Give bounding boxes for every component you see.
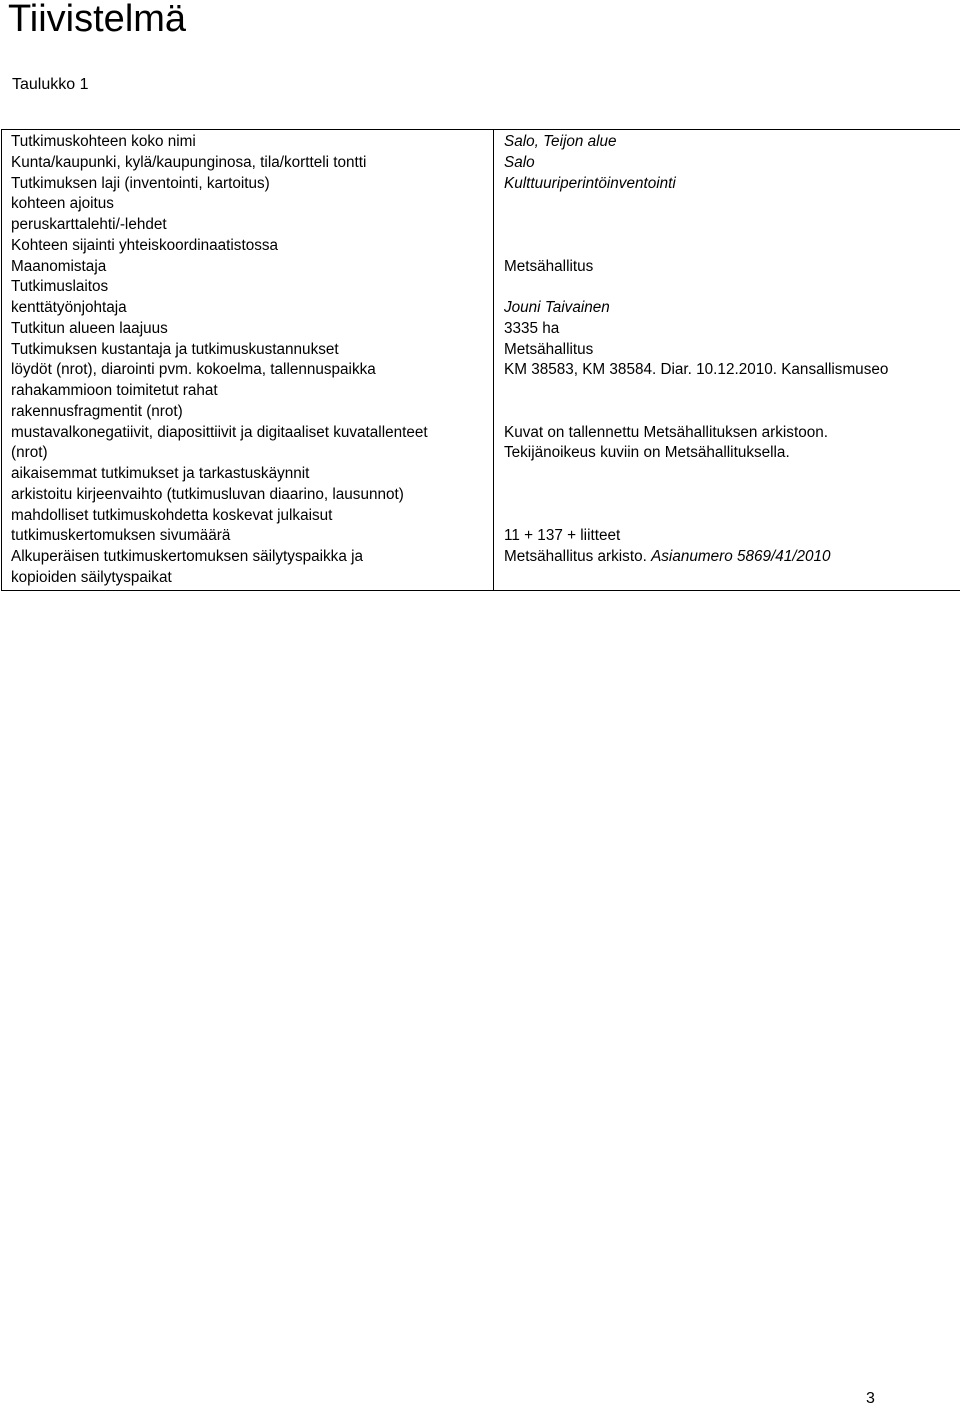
table-row bbox=[2, 547, 960, 568]
table-row bbox=[2, 130, 960, 153]
row-value bbox=[494, 381, 960, 402]
row-label: arkistoitu kirjeenvaihto (tutkimusluvan diaarino, lausunnot) bbox=[2, 485, 494, 506]
table-row bbox=[2, 402, 960, 423]
row-value bbox=[494, 194, 960, 215]
row-value bbox=[494, 257, 960, 278]
summary-table bbox=[1, 129, 960, 591]
row-label: (nrot) bbox=[2, 443, 494, 464]
table-row bbox=[2, 236, 960, 257]
row-value-text: Salo, Teijon alue bbox=[504, 133, 617, 150]
row-value bbox=[494, 153, 960, 174]
row-value-text: Kuvat on tallennettu Metsähallituksen arkistoon. bbox=[504, 423, 828, 441]
row-value bbox=[494, 236, 960, 257]
row-label: Kunta/kaupunki, kylä/kaupunginosa, tila/kortteli tontti bbox=[2, 153, 494, 174]
row-label: Tutkimuslaitos bbox=[2, 277, 494, 298]
table-row bbox=[2, 381, 960, 402]
row-label: Kohteen sijainti yhteiskoordinaatistossa bbox=[2, 236, 494, 257]
row-value-text: KM 38583, KM 38584. Diar. 10.12.2010. Kansallismuseo bbox=[504, 361, 889, 379]
row-value bbox=[494, 464, 960, 485]
table-row bbox=[2, 526, 960, 547]
row-value-text: 3335 ha bbox=[504, 319, 560, 337]
row-label: Tutkimuskohteen koko nimi bbox=[2, 130, 494, 153]
row-label: kenttätyönjohtaja bbox=[2, 298, 494, 319]
row-value bbox=[494, 277, 960, 298]
row-value-text: Kulttuuriperintöinventointi bbox=[504, 174, 676, 192]
row-value-text: Jouni Taivainen bbox=[504, 299, 610, 316]
row-value-text: Salo bbox=[504, 153, 535, 171]
table-row bbox=[2, 423, 960, 444]
table-row bbox=[2, 568, 960, 590]
summary-table-body bbox=[2, 130, 960, 591]
row-label: mahdolliset tutkimuskohdetta koskevat julkaisut bbox=[2, 506, 494, 527]
table-row bbox=[2, 319, 960, 340]
row-label: Maanomistaja bbox=[2, 257, 494, 278]
row-value bbox=[494, 423, 960, 444]
row-label: löydöt (nrot), diarointi pvm. kokoelma, tallennuspaikka bbox=[2, 360, 494, 381]
table-row bbox=[2, 506, 960, 527]
row-value bbox=[494, 443, 960, 464]
table-row bbox=[2, 174, 960, 195]
row-label: tutkimuskertomuksen sivumäärä bbox=[2, 526, 494, 547]
row-value bbox=[494, 298, 960, 319]
table-row bbox=[2, 257, 960, 278]
row-value bbox=[494, 506, 960, 527]
page-title: Tiivistelmä bbox=[8, 0, 187, 40]
table-row bbox=[2, 464, 960, 485]
table-row bbox=[2, 443, 960, 464]
row-label: Tutkimuksen laji (inventointi, kartoitus) bbox=[2, 174, 494, 195]
row-value-text: Metsähallitus arkisto. bbox=[504, 548, 652, 565]
row-value bbox=[494, 568, 960, 590]
row-value-text: Metsähallitus bbox=[504, 257, 594, 275]
row-label: kohteen ajoitus bbox=[2, 194, 494, 215]
row-value bbox=[494, 340, 960, 361]
row-label: rakennusfragmentit (nrot) bbox=[2, 402, 494, 423]
table-caption: Taulukko 1 bbox=[12, 76, 89, 93]
row-value bbox=[494, 319, 960, 340]
table-row bbox=[2, 215, 960, 236]
row-value bbox=[494, 215, 960, 236]
row-label: Tutkimuksen kustantaja ja tutkimuskustannukset bbox=[2, 340, 494, 361]
row-value bbox=[494, 526, 960, 547]
row-label: aikaisemmat tutkimukset ja tarkastuskäynnit bbox=[2, 464, 494, 485]
table-row bbox=[2, 360, 960, 381]
table-row bbox=[2, 194, 960, 215]
row-value-text: Tekijänoikeus kuviin on Metsähallituksella. bbox=[504, 444, 790, 462]
table-row bbox=[2, 277, 960, 298]
row-value bbox=[494, 360, 960, 381]
row-label: mustavalkonegatiivit, diaposittiivit ja digitaaliset kuvatallenteet bbox=[2, 423, 494, 444]
table-row bbox=[2, 153, 960, 174]
row-value bbox=[494, 485, 960, 506]
row-label: Alkuperäisen tutkimuskertomuksen säilytyspaikka ja bbox=[2, 547, 494, 568]
row-label: kopioiden säilytyspaikat bbox=[2, 568, 494, 590]
table-row bbox=[2, 340, 960, 361]
row-value-text: 11 + 137 + liitteet bbox=[504, 527, 621, 545]
row-value bbox=[494, 130, 960, 153]
row-label: Tutkitun alueen laajuus bbox=[2, 319, 494, 340]
table-row bbox=[2, 298, 960, 319]
row-value bbox=[494, 402, 960, 423]
table-row bbox=[2, 485, 960, 506]
row-label: peruskarttalehti/-lehdet bbox=[2, 215, 494, 236]
row-value bbox=[494, 174, 960, 195]
row-label: rahakammioon toimitetut rahat bbox=[2, 381, 494, 402]
row-value-text: Metsähallitus bbox=[504, 340, 594, 358]
row-value bbox=[494, 547, 960, 568]
row-value-case-number: Asianumero 5869/41/2010 bbox=[651, 548, 831, 565]
page-number: 3 bbox=[866, 1390, 875, 1407]
